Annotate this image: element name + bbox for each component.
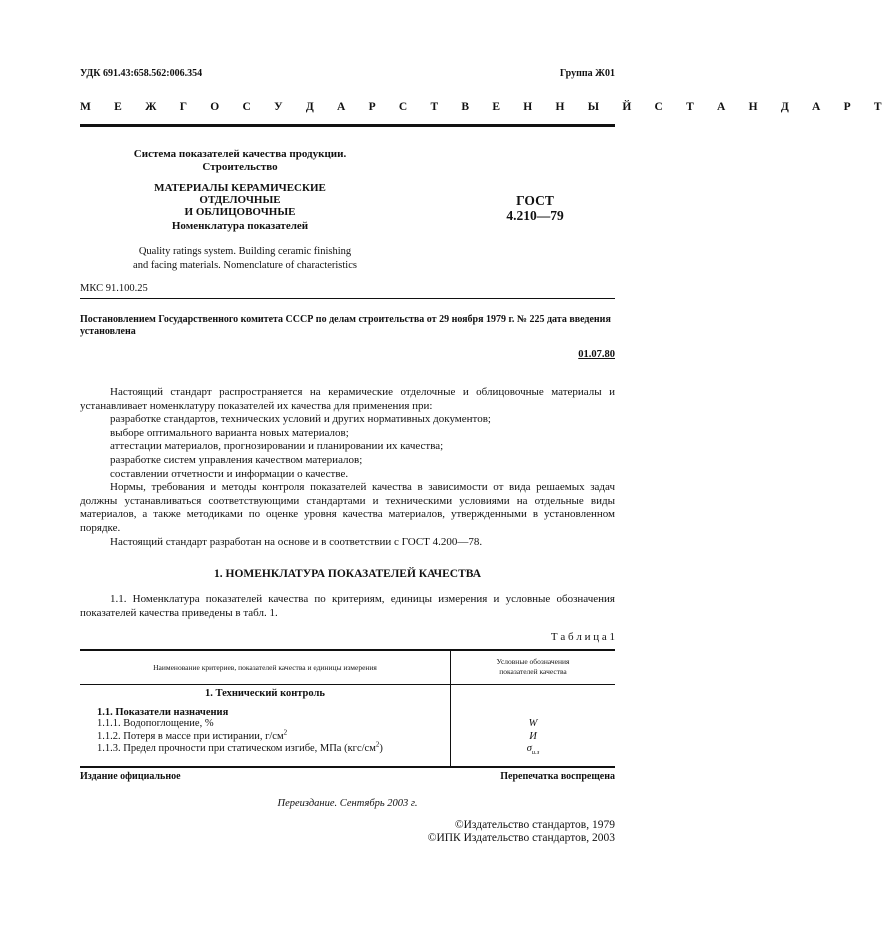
- gost-designation: [495, 193, 575, 223]
- system-line-1: Система показателей качества продукции.: [133, 148, 347, 160]
- row-name: 1.1.2. Потеря в массе при истирании, г/см: [97, 730, 284, 742]
- intro-paragraph-3: Настоящий стандарт разработан на основе и в соответствии с ГОСТ 4.200—78.: [110, 535, 483, 548]
- system-title: [130, 148, 350, 174]
- table-row: [97, 740, 383, 756]
- mks-rule: [80, 298, 615, 299]
- interstate-standard-banner: М Е Ж Г О С У Д А Р С Т В Е Н Н Ы Й С Т А Н Д А Р Т: [80, 101, 892, 113]
- english-line-2: and facing materials. Nomenclature of characteristics: [133, 260, 357, 271]
- mks-code: МКС 91.100.25: [80, 283, 148, 294]
- title-line-1: МАТЕРИАЛЫ КЕРАМИЧЕСКИЕ ОТДЕЛОЧНЫЕ: [154, 182, 326, 206]
- row-superscript: 2: [283, 728, 288, 736]
- copyright-block: [428, 819, 615, 845]
- udk-code: УДК 691.43:658.562:006.354: [80, 68, 203, 79]
- sigma-symbol: σ: [526, 743, 532, 754]
- row-symbol: [451, 743, 615, 760]
- col2-header-line-2: показателей качества: [499, 667, 567, 676]
- effective-date: 01.07.80: [578, 349, 615, 360]
- document-title: [120, 182, 360, 218]
- section-1-1-text: 1.1. Номенклатура показателей качества по критериям, единицы измерения и условные обозначения показателей качества приведены в табл. 1.: [80, 593, 615, 619]
- intro-section: [80, 386, 615, 549]
- section-heading: 1. НОМЕНКЛАТУРА ПОКАЗАТЕЛЕЙ КАЧЕСТВА: [214, 568, 481, 580]
- english-title: [130, 245, 360, 273]
- intro-paragraph-1: Настоящий стандарт распространяется на керамические отделочные и облицовочные материалы и устанавливает номенклатуру показателей их качества для применения при:: [80, 386, 615, 412]
- intro-list-item: разработке систем управления качеством материалов;: [110, 453, 363, 466]
- table-row: [97, 718, 383, 731]
- table-group-title: 1. Технический контроль: [205, 688, 325, 699]
- section-paragraph: [80, 593, 615, 620]
- table-col1-header: Наименование критериев, показателей качества и единицы измерения: [153, 663, 377, 672]
- gost-number: 4.210—79: [506, 208, 564, 223]
- row-name: 1.1.1. Водопоглощение, %: [97, 718, 214, 729]
- row-name-tail: ): [379, 743, 383, 754]
- official-edition: Издание официальное: [80, 771, 181, 782]
- gost-label: ГОСТ: [516, 193, 554, 208]
- intro-list-item: аттестации материалов, прогнозировании и планировании их качества;: [110, 440, 444, 453]
- row-name: 1.1.3. Предел прочности при статическом изгибе, МПа (кгс/см: [97, 743, 376, 754]
- document-subtitle: Номенклатура показателей: [171, 220, 309, 232]
- table-subgroup-title: 1.1. Показатели назначения: [97, 707, 229, 718]
- intro-list-item: разработке стандартов, технических условий и других нормативных документов;: [110, 413, 491, 426]
- reprint-prohibited: Перепечатка воспрещена: [500, 771, 615, 782]
- table-symbols: [451, 718, 615, 760]
- english-line-1: Quality ratings system. Building ceramic finishing: [138, 246, 352, 257]
- intro-list-item: составлении отчетности и информации о качестве.: [110, 467, 349, 480]
- group-code: Группа Ж01: [559, 68, 615, 79]
- title-line-2: И ОБЛИЦОВОЧНЫЕ: [184, 206, 296, 218]
- intro-list-item: выборе оптимального варианта новых материалов;: [110, 426, 349, 439]
- intro-paragraph-2: Нормы, требования и методы контроля показателей качества в зависимости от вида решаемых задач должны устанавливаться соответствующими стандартами и техническими условиями на отдельные виды материалов, а также методиками по оценке уровня качества материалов, утвержденными в установленном порядке.: [80, 481, 615, 534]
- row-symbol: И: [529, 730, 537, 742]
- header-rule: [80, 124, 615, 127]
- copyright-1979: ©Издательство стандартов, 1979: [454, 819, 615, 831]
- system-line-2: Строительство: [202, 161, 278, 173]
- reissue-note: Переиздание. Сентябрь 2003 г.: [277, 798, 418, 809]
- table-rows: [97, 718, 383, 756]
- table-row: [97, 728, 383, 744]
- table-header-border: [80, 684, 615, 685]
- table-bottom-border: [80, 766, 615, 768]
- table-caption: Т а б л и ц а 1: [550, 631, 615, 643]
- table-top-border: [80, 649, 615, 651]
- table-col2-header: [451, 657, 615, 677]
- copyright-2003: ©ИПК Издательство стандартов, 2003: [427, 832, 615, 844]
- row-superscript: 2: [375, 740, 380, 749]
- symbol-subscript: и.з: [531, 749, 540, 757]
- row-symbol: W: [528, 718, 538, 729]
- decree-text: Постановлением Государственного комитета СССР по делам строительства от 29 ноября 1979 г. № 225 дата введения установлена: [80, 314, 611, 337]
- col2-header-line-1: Условные обозначения: [496, 657, 570, 666]
